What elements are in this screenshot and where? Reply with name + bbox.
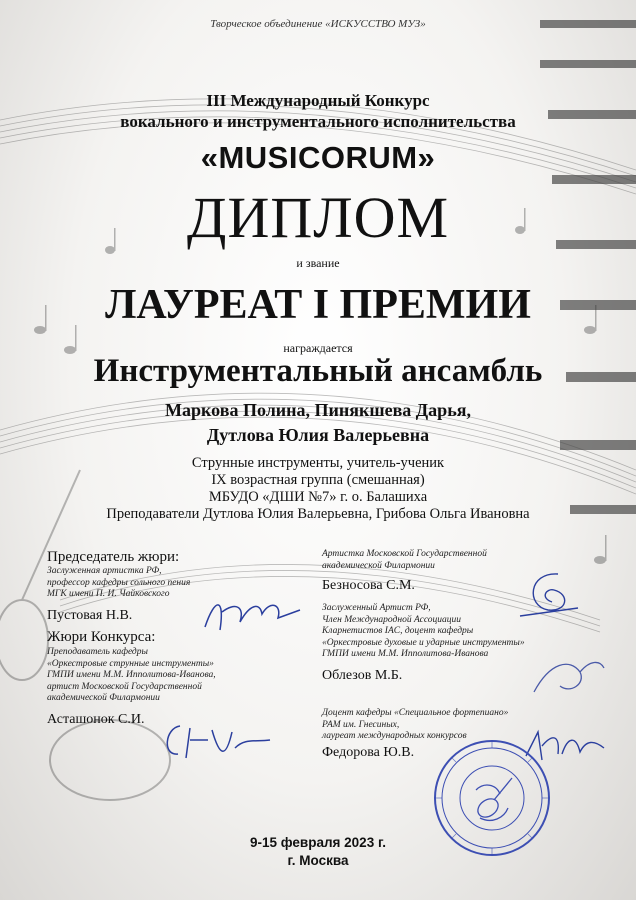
event-date-place bbox=[0, 834, 636, 870]
contest-title-line1: III Международный Конкурс bbox=[206, 91, 430, 110]
chair-credential-line: Заслуженная артистка РФ, bbox=[47, 566, 162, 576]
jury-label: Жюри Конкурса: bbox=[47, 629, 156, 645]
jury-credential-line: Преподаватель кафедры bbox=[47, 647, 148, 657]
jury-credential-line: академической Филармонии bbox=[47, 693, 160, 703]
awarded-to-label: награждается bbox=[283, 341, 353, 355]
title-connector: и звание bbox=[296, 256, 340, 270]
signature-beznosova bbox=[518, 566, 588, 622]
jury-credential-line: академической Филармонии bbox=[322, 560, 435, 571]
jury-credential-line: Член Международной Ассоциации bbox=[322, 614, 462, 625]
jury-member-name: Безносова С.М. bbox=[322, 578, 415, 593]
teachers: Преподаватели Дутлова Юлия Валерьевна, Грибова Ольга Ивановна bbox=[106, 506, 530, 522]
jury-credential-line: артист Московской Государственной bbox=[47, 681, 202, 692]
jury-member-credentials bbox=[322, 549, 487, 572]
award-title: ЛАУРЕАТ I ПРЕМИИ bbox=[105, 282, 531, 328]
event-city: г. Москва bbox=[287, 853, 349, 868]
ensemble-members bbox=[0, 398, 636, 448]
members-line2: Дутлова Юлия Валерьевна bbox=[206, 425, 430, 445]
contest-name: «MUSICORUM» bbox=[200, 140, 436, 175]
jury-chair-name: Пустовая Н.В. bbox=[47, 608, 133, 623]
jury-member-credentials bbox=[322, 603, 525, 661]
chair-credential-line: профессор кафедры сольного пения bbox=[47, 577, 191, 588]
jury-member-credentials bbox=[47, 647, 216, 705]
jury-credential-line: «Оркестровые струнные инструменты» bbox=[47, 658, 214, 669]
award-details bbox=[0, 455, 636, 523]
event-date: 9-15 февраля 2023 г. bbox=[250, 835, 386, 850]
jury-chair-label: Председатель жюри: bbox=[47, 549, 180, 565]
organization-name: Творческое объединение «ИСКУССТВО МУЗ» bbox=[210, 18, 426, 30]
contest-title-line2: вокального и инструментального исполнительства bbox=[120, 112, 516, 131]
jury-member-name: Облезов М.Б. bbox=[322, 668, 403, 683]
jury-member-name: Федорова Ю.В. bbox=[322, 745, 415, 760]
jury-credential-line: Доцент кафедры «Специальное фортепиано» bbox=[322, 708, 509, 718]
jury-credential-line: ГМПИ имени М.М. Ипполитова-Иванова, bbox=[47, 670, 216, 680]
jury-chair-credentials bbox=[47, 566, 190, 601]
signature-chair bbox=[200, 592, 310, 637]
jury-credential-line: ГМПИ имени М.М. Ипполитова-Иванова bbox=[322, 649, 489, 659]
jury-credential-line: РАМ им. Гнесиных, bbox=[322, 719, 400, 730]
jury-credential-line: Заслуженный Артист РФ, bbox=[322, 603, 431, 613]
signature-jury-left bbox=[160, 718, 280, 763]
jury-credential-line: лауреат международных конкурсов bbox=[322, 731, 467, 741]
signature-oblezov bbox=[530, 652, 610, 702]
contest-title bbox=[0, 90, 636, 132]
awardee-name: Инструментальный ансамбль bbox=[93, 353, 543, 389]
jury-credential-line: Кларнетистов IAC, доцент кафедры bbox=[322, 626, 474, 636]
jury-credential-line: Артистка Московской Государственной bbox=[322, 549, 487, 559]
school: МБУДО «ДШИ №7» г. о. Балашиха bbox=[208, 489, 428, 505]
jury-member-name: Асташонок С.И. bbox=[47, 712, 145, 727]
jury-credential-line: «Оркестровые духовые и ударные инструменты» bbox=[322, 637, 525, 648]
age-group: IX возрастная группа (смешанная) bbox=[211, 472, 425, 488]
chair-credential-line: МГК имени П. И. Чайковского bbox=[47, 589, 170, 599]
nomination: Струнные инструменты, учитель-ученик bbox=[191, 455, 445, 471]
members-line1: Маркова Полина, Пинякшева Дарья, bbox=[165, 400, 471, 420]
diploma-title: ДИПЛОМ bbox=[186, 185, 450, 250]
